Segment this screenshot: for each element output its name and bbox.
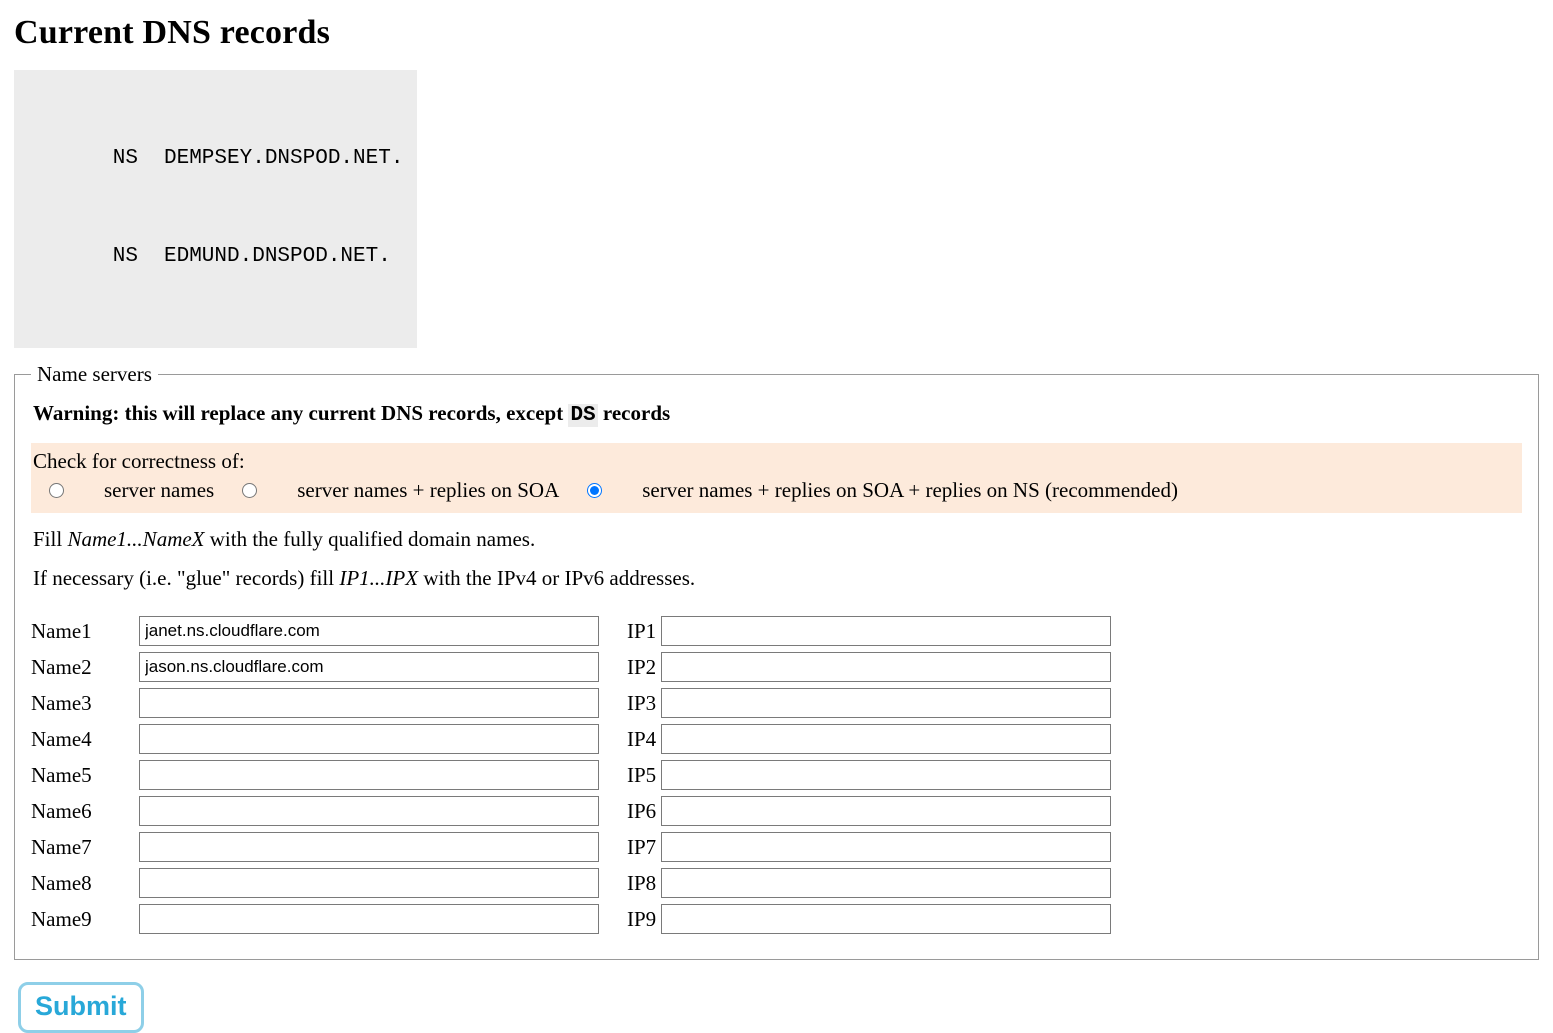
name7-input[interactable] (139, 832, 599, 862)
warning-ds-code: DS (570, 404, 596, 428)
dns-record-value: EDMUND.DNSPOD.NET. (164, 244, 391, 268)
label-name3: Name3 (31, 690, 92, 715)
name4-cell (139, 724, 599, 754)
hint-text-italic: Name1...NameX (67, 527, 205, 552)
label-name8: Name8 (31, 870, 92, 895)
hint-text-after: with the fully qualified domain names. (204, 527, 536, 552)
radio-input-server-names-soa[interactable] (242, 483, 257, 498)
radio-input-server-names[interactable] (49, 483, 64, 498)
label-ip3: IP3 (627, 690, 657, 715)
radio-option-server-names-soa-ns[interactable] (569, 478, 1188, 503)
ip9-cell (661, 904, 1121, 934)
radio-input-server-names-soa-ns[interactable] (587, 483, 602, 498)
correctness-radio-row (31, 478, 1522, 503)
radio-label-server-names-soa: server names + replies on SOA (297, 478, 560, 503)
ip7-cell (661, 832, 1121, 862)
hint-text-after: with the IPv4 or IPv6 addresses. (418, 566, 696, 591)
label-name4: Name4 (31, 726, 92, 751)
name7-cell (139, 832, 599, 862)
label-ip7: IP7 (627, 834, 657, 859)
label-name6: Name6 (31, 798, 92, 823)
ip1-input[interactable] (661, 616, 1111, 646)
dns-record-type: NS (112, 147, 138, 171)
hint-ip-fields (33, 566, 1522, 591)
ip8-cell (661, 868, 1121, 898)
ip3-cell (661, 688, 1121, 718)
hint-text-italic: IP1...IPX (339, 566, 419, 591)
ip5-cell (661, 760, 1121, 790)
hint-name-fields (33, 527, 1522, 552)
submit-area (18, 982, 1539, 1033)
name-ip-fields-grid (31, 613, 1522, 937)
submit-button[interactable]: Submit (18, 982, 144, 1033)
name8-input[interactable] (139, 868, 599, 898)
dns-records-page (0, 14, 1553, 1033)
label-ip4: IP4 (627, 726, 657, 751)
name6-cell (139, 796, 599, 826)
name2-cell (139, 652, 599, 682)
label-ip9: IP9 (627, 906, 657, 931)
name9-input[interactable] (139, 904, 599, 934)
warning-suffix: records (597, 401, 671, 426)
warning-text (33, 401, 1522, 427)
label-name5: Name5 (31, 762, 92, 787)
ip1-cell (661, 616, 1121, 646)
label-name9: Name9 (31, 906, 92, 931)
name8-cell (139, 868, 599, 898)
name6-input[interactable] (139, 796, 599, 826)
warning-prefix: Warning: this will replace any current DNS records, except (33, 401, 569, 426)
page-title: Current DNS records (14, 14, 331, 51)
label-ip2: IP2 (627, 654, 657, 679)
dns-record-type: NS (112, 244, 138, 268)
dns-record-value: DEMPSEY.DNSPOD.NET. (164, 147, 404, 171)
ip3-input[interactable] (661, 688, 1111, 718)
ip6-cell (661, 796, 1121, 826)
name5-input[interactable] (139, 760, 599, 790)
ip4-input[interactable] (661, 724, 1111, 754)
current-dns-records-block (14, 70, 417, 348)
ip8-input[interactable] (661, 868, 1111, 898)
label-ip8: IP8 (627, 870, 657, 895)
name2-input[interactable] (139, 652, 599, 682)
ip6-input[interactable] (661, 796, 1111, 826)
label-name1: Name1 (31, 618, 92, 643)
ip2-cell (661, 652, 1121, 682)
name-servers-legend: Name servers (37, 362, 152, 387)
name1-input[interactable] (139, 616, 599, 646)
correctness-check-group (31, 443, 1522, 513)
label-ip6: IP6 (627, 798, 657, 823)
radio-option-server-names-soa[interactable] (224, 478, 569, 503)
name3-cell (139, 688, 599, 718)
ip9-input[interactable] (661, 904, 1111, 934)
dns-record-row (28, 143, 403, 176)
name1-cell (139, 616, 599, 646)
radio-option-server-names[interactable] (31, 478, 224, 503)
name-servers-fieldset (14, 362, 1539, 960)
hint-text-before: If necessary (i.e. "glue" records) fill (33, 566, 340, 591)
ip2-input[interactable] (661, 652, 1111, 682)
ip4-cell (661, 724, 1121, 754)
name5-cell (139, 760, 599, 790)
radio-label-server-names-soa-ns: server names + replies on SOA + replies on NS (recommended) (642, 478, 1178, 503)
label-name2: Name2 (31, 654, 92, 679)
label-ip1: IP1 (627, 618, 657, 643)
hint-text-before: Fill (33, 527, 68, 552)
name3-input[interactable] (139, 688, 599, 718)
label-name7: Name7 (31, 834, 92, 859)
ip7-input[interactable] (661, 832, 1111, 862)
radio-label-server-names: server names (104, 478, 215, 503)
label-ip5: IP5 (627, 762, 657, 787)
correctness-check-label: Check for correctness of: (33, 449, 245, 474)
ip5-input[interactable] (661, 760, 1111, 790)
name9-cell (139, 904, 599, 934)
dns-record-row (28, 241, 403, 274)
name4-input[interactable] (139, 724, 599, 754)
